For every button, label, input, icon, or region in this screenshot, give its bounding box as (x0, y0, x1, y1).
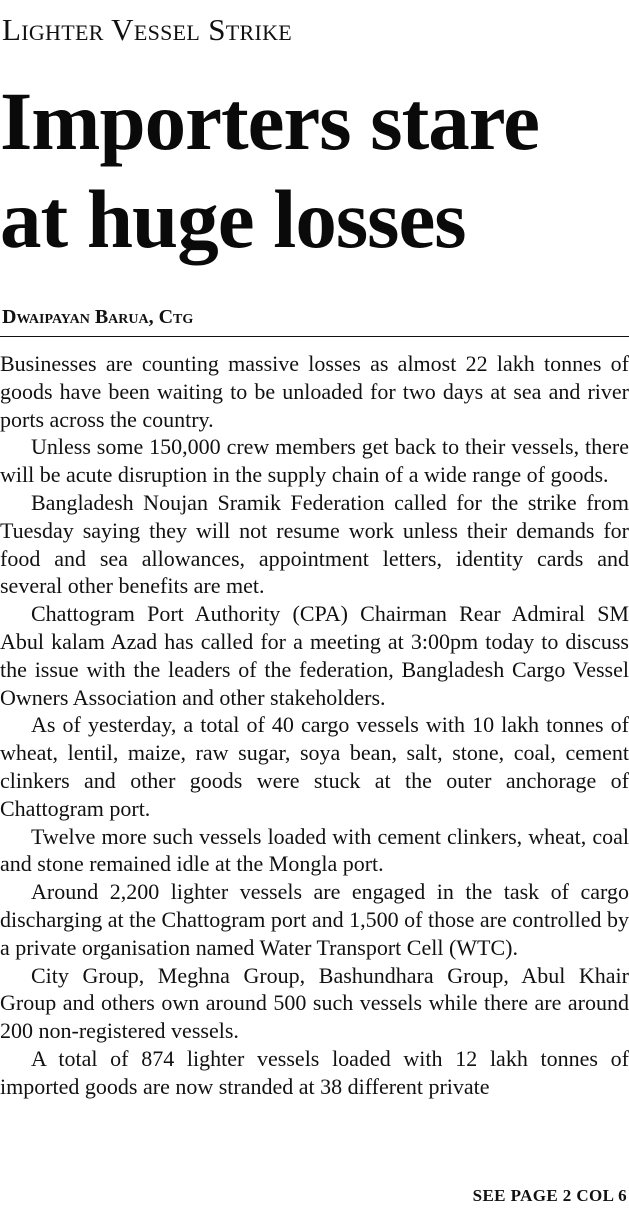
paragraph: Chattogram Port Authority (CPA) Chairman Rear Admiral SM Abul kalam Azad has called for a meeting at 3:00pm today to discuss the issue with the leaders of the federation, Bangladesh Cargo Vessel Owners Association and other stakeholders. (0, 601, 629, 710)
paragraph: City Group, Meghna Group, Bashundhara Group, Abul Khair Group and others own around 500 such vessels while there are around 200 non-registered vessels. (0, 962, 629, 1044)
paragraph: A total of 874 lighter vessels loaded with 12 lakh tonnes of imported goods are now stranded at 38 different private (0, 1045, 629, 1099)
paragraph: Unless some 150,000 crew members get back to their vessels, there will be acute disruption in the supply chain of a wide range of goods. (0, 434, 629, 488)
headline (0, 72, 629, 268)
byline: Dwaipayan Barua, Ctg (2, 306, 194, 328)
paragraph: Bangladesh Noujan Sramik Federation called for the strike from Tuesday saying they will not resume work unless their demands for food and sea allowances, appointment letters, identity cards and several other benefits are met. (0, 489, 629, 599)
headline-line-2: at huge losses (0, 173, 466, 265)
continuation-jump: SEE PAGE 2 COL 6 (472, 1186, 627, 1205)
byline-divider (0, 336, 629, 337)
headline-line-1: Importers stare (0, 75, 539, 167)
paragraph: Around 2,200 lighter vessels are engaged in the task of cargo discharging at the Chattogram port and 1,500 of those are controlled by a private organisation named Water Transport Cell (WTC). (0, 879, 629, 960)
paragraph: Businesses are counting massive losses as almost 22 lakh tonnes of goods have been waiting to be unloaded for two days at sea and river ports across the country. (0, 351, 629, 432)
article-body (0, 350, 629, 1101)
paragraph: As of yesterday, a total of 40 cargo vessels with 10 lakh tonnes of wheat, lentil, maize, raw sugar, soya bean, salt, stone, coal, cement clinkers and other goods were stuck at the outer anchorage of Chattogram port. (0, 712, 629, 821)
kicker: Lighter Vessel Strike (2, 12, 293, 47)
paragraph: Twelve more such vessels loaded with cement clinkers, wheat, coal and stone remained idle at the Mongla port. (0, 823, 629, 877)
